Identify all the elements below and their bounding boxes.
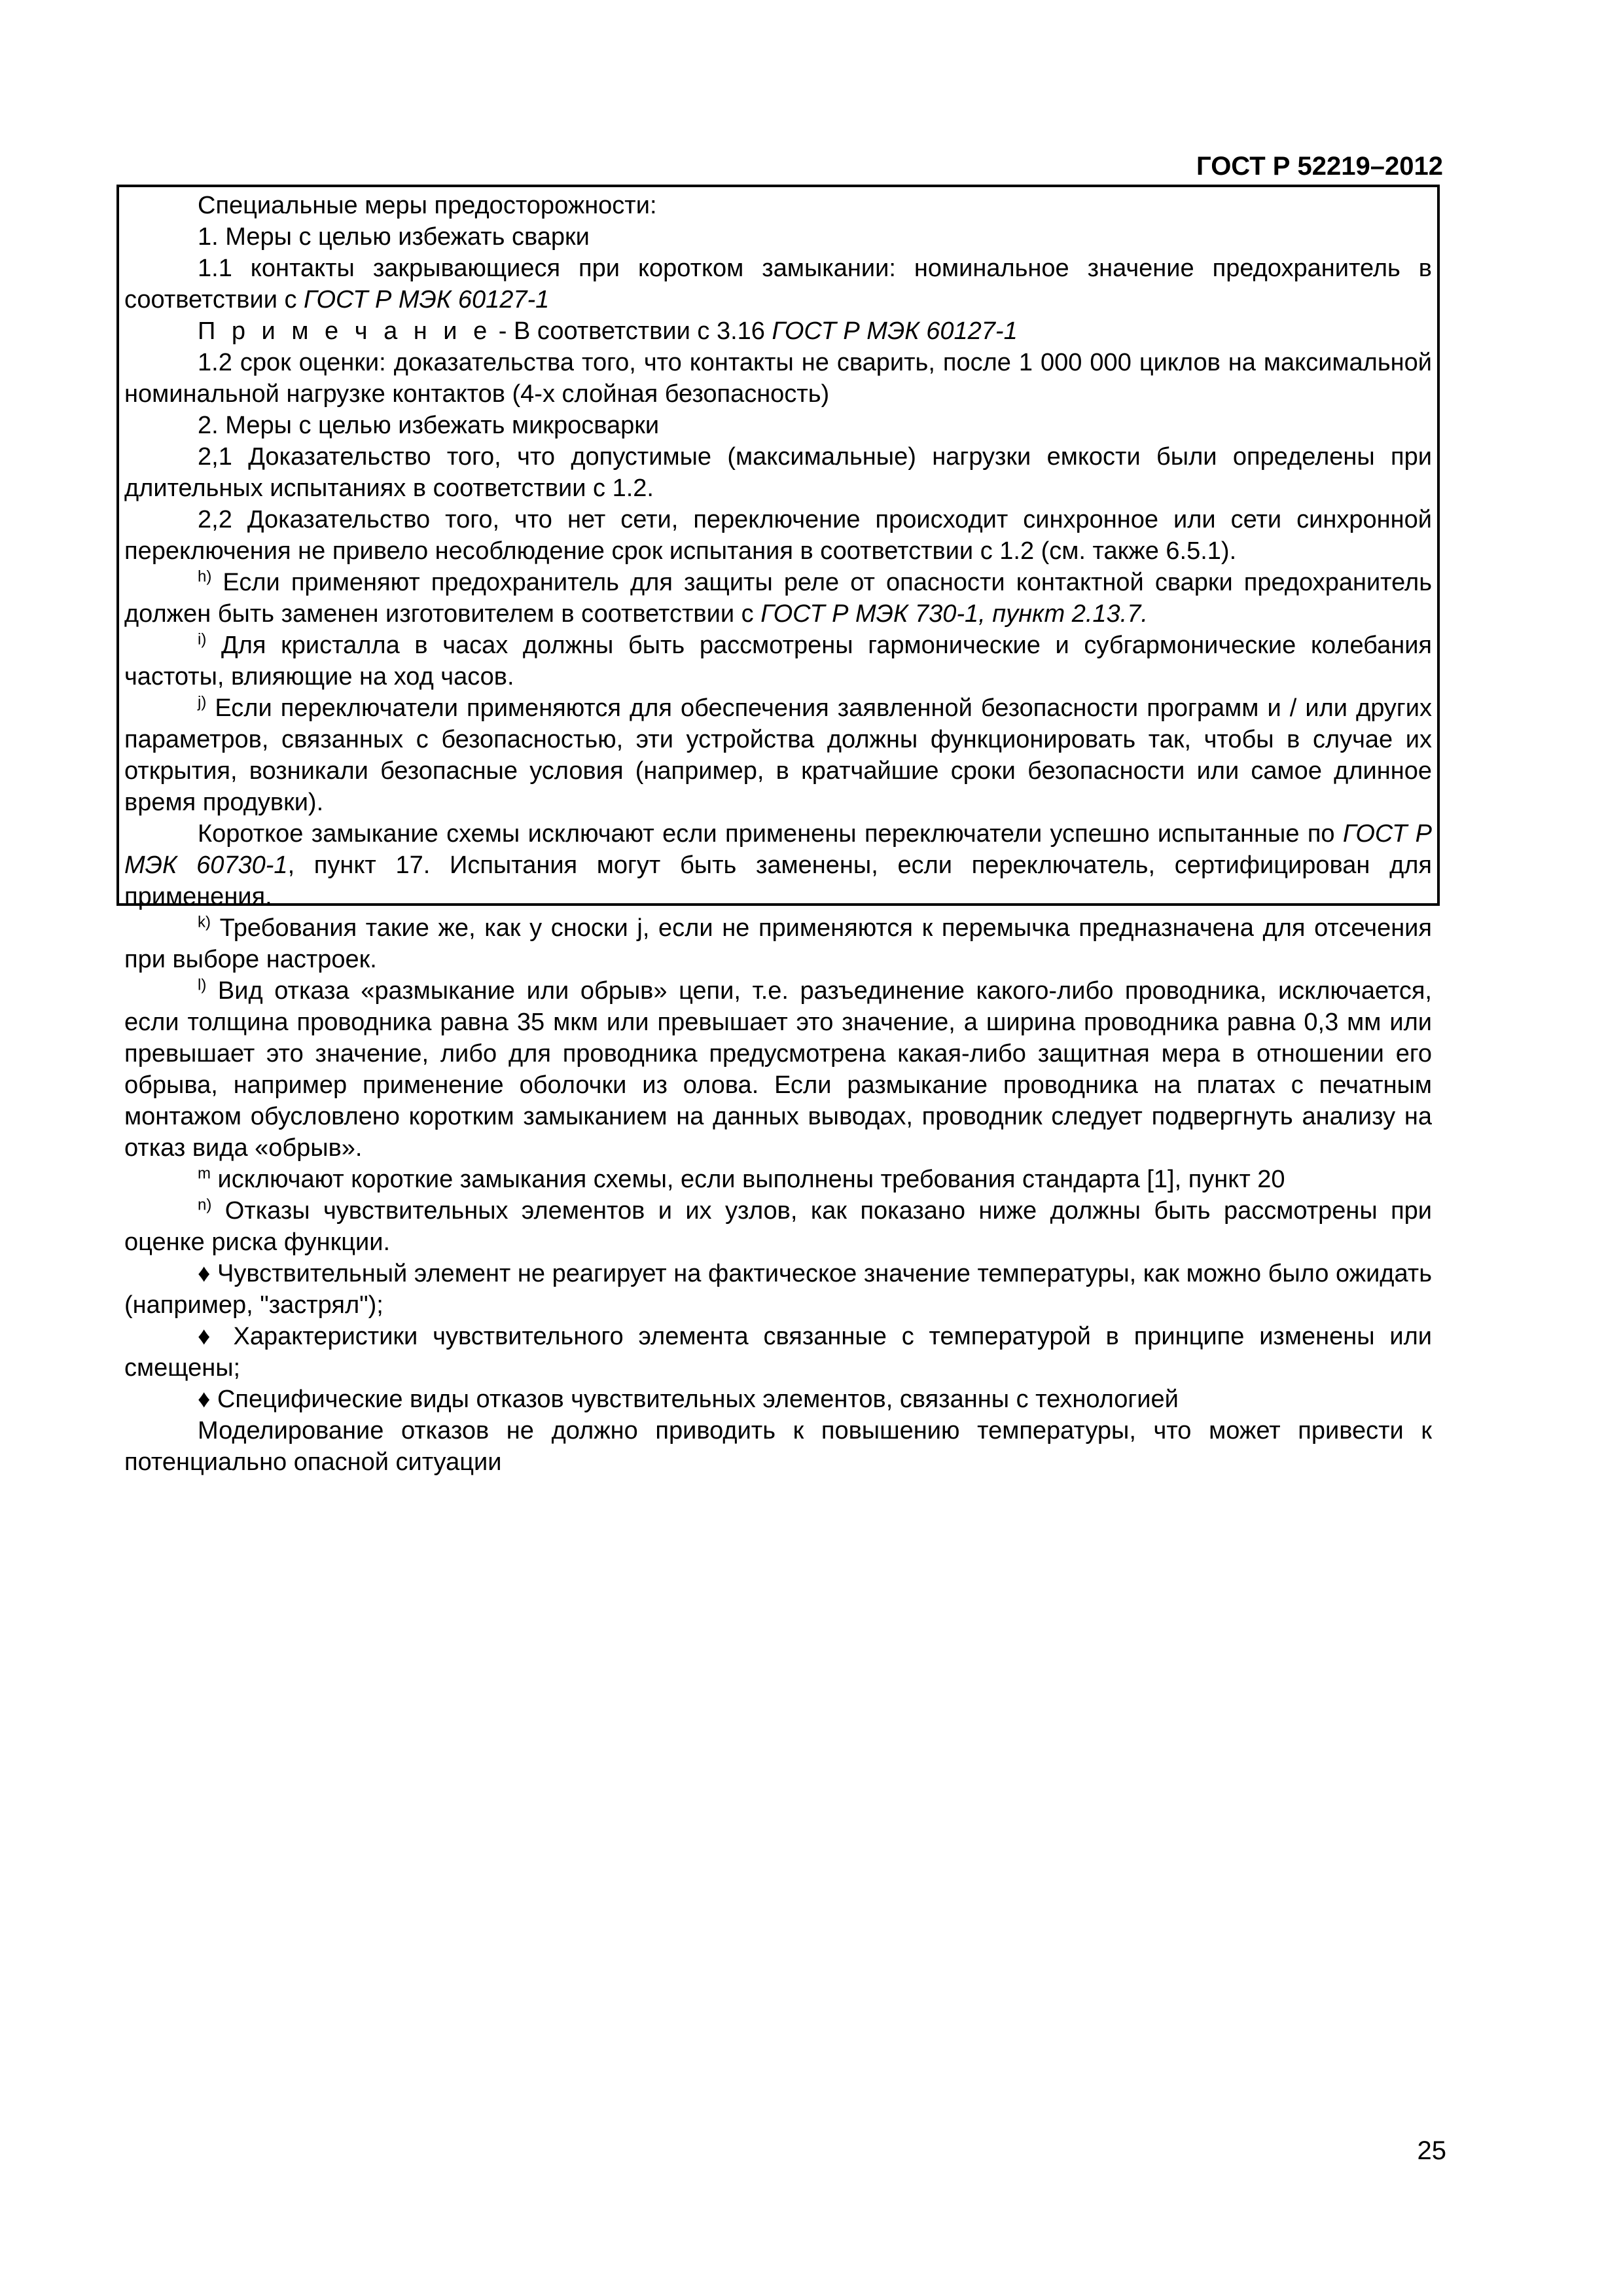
footnote-n-marker: n) xyxy=(198,1196,212,1214)
bullet-item-2: ♦ Характеристики чувствительного элемента связанные с температурой в принципе изменены или смещены; xyxy=(124,1323,1432,1382)
short-circuit-text-b: , пункт 17. Испытания могут быть заменены, если переключатель, сертифицирован для применения. xyxy=(124,852,1432,910)
footnote-l-marker: l) xyxy=(198,976,207,994)
measure-1-2: 1.2 срок оценки: доказательства того, что контакты не сварить, после 1 000 000 циклов на максимальной номинальной нагрузке контактов (4-х слойная безопасность) xyxy=(124,349,1432,408)
measure-1-1-text: 1.1 контакты закрывающиеся при коротком замыкании: номинальное значение предохранитель в соответствии с xyxy=(124,255,1432,314)
footnote-m xyxy=(124,1164,1432,1195)
footnote-j xyxy=(124,692,1432,818)
modeling-paragraph: Моделирование отказов не должно приводить к повышению температуры, что может привести к потенциально опасной ситуации xyxy=(124,1417,1432,1476)
measure-2-2: 2,2 Доказательство того, что нет сети, переключение происходит синхронное или сети синхронной переключения не привело несоблюдение срок испытания в соответствии с 1.2 (см. также 6.5.1). xyxy=(124,506,1432,565)
measure-2-1: 2,1 Доказательство того, что допустимые (максимальные) нагрузки емкости были определены при длительных испытаниях в соответствии с 1.2. xyxy=(124,443,1432,502)
measure-2: 2. Меры с целью избежать микросварки xyxy=(198,412,660,439)
footnote-i-text: Для кристалла в часах должны быть рассмотрены гармонические и субгармонические колебания частоты, влияющие на ход часов. xyxy=(124,632,1432,691)
short-circuit-ref: ГОСТ Р МЭК 60730-1 xyxy=(124,820,1432,879)
footnote-i-marker: i) xyxy=(198,630,207,649)
footnote-h-marker: h) xyxy=(198,567,212,586)
document-code-header: ГОСТ Р 52219–2012 xyxy=(1196,152,1443,181)
footnote-n-text: Отказы чувствительных элементов и их узлов, как показано ниже должны быть рассмотрены при оценке риска функции. xyxy=(124,1197,1432,1256)
footnotes-table-cell xyxy=(116,185,1440,1476)
footnote-m-text: исключают короткие замыкания схемы, если выполнены требования стандарта [1], пункт 20 xyxy=(211,1166,1285,1193)
footnote-h-ref: ГОСТ Р МЭК 730-1, пункт 2.13.7. xyxy=(760,600,1148,628)
note-line xyxy=(124,315,1432,347)
footnote-j-text: Если переключатели применяются для обеспечения заявленной безопасности программ и / или других параметров, связанных с безопасностью, эти устройства должны функционировать так, чтобы в случае их открытия, возникали безопасные условия (например, в кратчайшие сроки безопасности или самое длинное время продувки). xyxy=(124,694,1432,816)
footnote-j-marker: j) xyxy=(198,693,207,711)
short-circuit-paragraph xyxy=(124,818,1432,912)
footnote-k xyxy=(124,912,1432,975)
measure-1-1-ref: ГОСТ Р МЭК 60127-1 xyxy=(304,286,550,314)
note-text: - В соответствии с 3.16 xyxy=(491,317,772,345)
footnote-i xyxy=(124,630,1432,692)
precautions-heading: Специальные меры предосторожности: xyxy=(198,192,657,219)
bullet-item-1: ♦ Чувствительный элемент не реагирует на фактическое значение температуры, как можно было ожидать (например, "застрял"); xyxy=(124,1260,1432,1319)
short-circuit-text-a: Короткое замыкание схемы исключают если применены переключатели успешно испытанные по xyxy=(198,820,1343,848)
footnote-m-marker: m xyxy=(198,1164,211,1183)
footnote-n xyxy=(124,1195,1432,1258)
measure-1-1 xyxy=(124,253,1432,315)
footnote-h-text: Если применяют предохранитель для защиты реле от опасности контактной сварки предохранитель должен быть заменен изготовителем в соответствии с xyxy=(124,569,1432,628)
footnote-l xyxy=(124,975,1432,1164)
footnote-k-marker: k) xyxy=(198,913,211,931)
note-ref: ГОСТ Р МЭК 60127-1 xyxy=(772,317,1018,345)
bullet-item-3: ♦ Специфические виды отказов чувствительных элементов, связанны с технологией xyxy=(198,1386,1179,1413)
measure-1: 1. Меры с целью избежать сварки xyxy=(198,223,590,251)
footnote-h xyxy=(124,567,1432,630)
footnote-l-text: Вид отказа «размыкание или обрыв» цепи, т.е. разъединение какого-либо проводника, исключается, если толщина проводника равна 35 мкм или превышает это значение, а ширина проводника равна 0,3 мм или превышает это значение, либо для проводника предусмотрена какая-либо защитная мера в отношении его обрыва, например применение оболочки из олова. Если размыкание проводника на платах с печатным монтажом обусловлено коротким замыканием на данных выводах, проводник следует подвергнуть анализу на отказ вида «обрыв». xyxy=(124,977,1432,1162)
page-number: 25 xyxy=(1417,2136,1446,2165)
footnote-k-text: Требования такие же, как у сноски j, если не применяются к перемычка предназначена для отсечения при выборе настроек. xyxy=(124,914,1432,973)
note-label: П р и м е ч а н и е xyxy=(198,317,492,345)
